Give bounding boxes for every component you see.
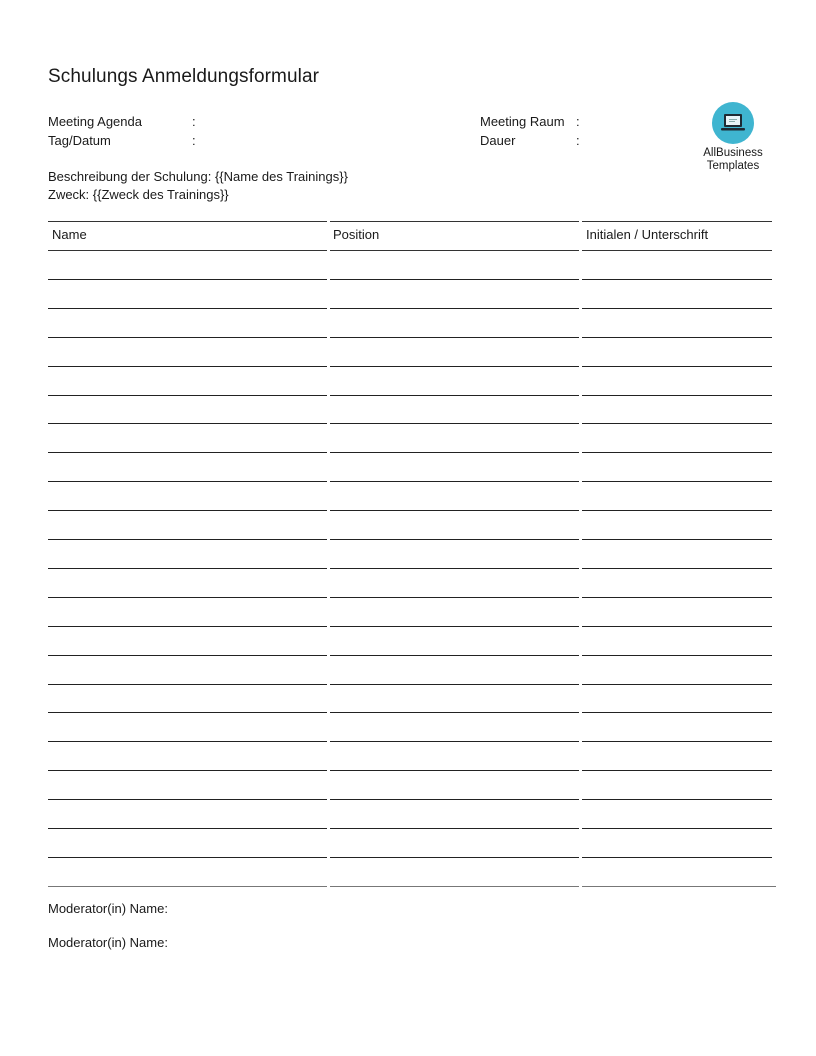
- table-row-line: [48, 857, 327, 858]
- table-row-line: [48, 308, 327, 309]
- table-row-line: [582, 539, 772, 540]
- training-description: Beschreibung der Schulung: {{Name des Trainings}}: [48, 169, 348, 184]
- column-header-position: Position: [333, 227, 380, 242]
- table-row-line: [48, 366, 327, 367]
- header-bottom-rule: [330, 250, 579, 251]
- table-top-rule: [330, 221, 579, 222]
- table-row-line: [582, 423, 772, 424]
- column-header-name: Name: [52, 227, 87, 242]
- logo-circle: [712, 102, 754, 144]
- table-row-line: [48, 770, 327, 771]
- table-row-line: [582, 886, 776, 887]
- logo-text-line1: AllBusiness: [703, 147, 763, 159]
- duration-colon: :: [576, 133, 580, 148]
- table-row-line: [48, 828, 327, 829]
- table-row-line: [582, 828, 772, 829]
- table-row-line: [48, 597, 327, 598]
- training-purpose: Zweck: {{Zweck des Trainings}}: [48, 187, 229, 202]
- duration-label: Dauer: [480, 133, 516, 148]
- laptop-icon: [712, 102, 754, 144]
- table-row-line: [48, 481, 327, 482]
- table-row-line: [582, 366, 772, 367]
- table-row-line: [48, 655, 327, 656]
- table-row-line: [330, 828, 579, 829]
- table-row-line: [582, 452, 772, 453]
- table-row-line: [582, 395, 772, 396]
- table-row-line: [582, 597, 772, 598]
- table-row-line: [48, 452, 327, 453]
- table-row-line: [582, 741, 772, 742]
- table-row-line: [48, 279, 327, 280]
- table-row-line: [582, 279, 772, 280]
- allbusiness-logo: [700, 102, 766, 173]
- table-row-line: [48, 684, 327, 685]
- table-row-line: [582, 510, 772, 511]
- table-row-line: [582, 626, 772, 627]
- table-row-line: [330, 452, 579, 453]
- table-row-line: [582, 684, 772, 685]
- logo-text-line2: Templates: [706, 160, 760, 172]
- table-row-line: [330, 395, 579, 396]
- table-row-line: [48, 568, 327, 569]
- table-row-line: [330, 886, 579, 887]
- table-row-line: [330, 481, 579, 482]
- table-row-line: [48, 539, 327, 540]
- date-label: Tag/Datum: [48, 133, 111, 148]
- document-title: Schulungs Anmeldungsformular: [48, 66, 320, 87]
- table-row-line: [330, 770, 579, 771]
- table-row-line: [582, 799, 772, 800]
- table-row-line: [48, 886, 327, 887]
- header-bottom-rule: [48, 250, 327, 251]
- table-row-line: [582, 308, 772, 309]
- table-row-line: [330, 741, 579, 742]
- meeting-agenda-label: Meeting Agenda: [48, 114, 142, 129]
- moderator-name-label-2: Moderator(in) Name:: [48, 935, 168, 950]
- table-row-line: [48, 337, 327, 338]
- table-row-line: [582, 857, 772, 858]
- table-top-rule: [582, 221, 772, 222]
- table-row-line: [330, 279, 579, 280]
- moderator-name-label-1: Moderator(in) Name:: [48, 901, 168, 916]
- table-row-line: [48, 626, 327, 627]
- meeting-agenda-colon: :: [192, 114, 196, 129]
- table-row-line: [330, 597, 579, 598]
- table-row-line: [48, 510, 327, 511]
- table-row-line: [330, 510, 579, 511]
- table-row-line: [330, 626, 579, 627]
- table-row-line: [48, 799, 327, 800]
- table-row-line: [330, 366, 579, 367]
- table-row-line: [48, 741, 327, 742]
- table-row-line: [582, 337, 772, 338]
- table-row-line: [582, 655, 772, 656]
- table-row-line: [330, 684, 579, 685]
- table-row-line: [48, 712, 327, 713]
- table-row-line: [330, 857, 579, 858]
- table-row-line: [330, 423, 579, 424]
- meeting-room-label: Meeting Raum: [480, 114, 565, 129]
- table-row-line: [582, 712, 772, 713]
- table-row-line: [330, 712, 579, 713]
- table-row-line: [48, 423, 327, 424]
- meeting-room-colon: :: [576, 114, 580, 129]
- table-row-line: [582, 568, 772, 569]
- table-row-line: [48, 395, 327, 396]
- header-bottom-rule: [582, 250, 772, 251]
- table-row-line: [330, 308, 579, 309]
- table-row-line: [330, 337, 579, 338]
- table-row-line: [330, 568, 579, 569]
- table-row-line: [582, 481, 772, 482]
- table-row-line: [582, 770, 772, 771]
- table-row-line: [330, 799, 579, 800]
- column-header-signature: Initialen / Unterschrift: [586, 227, 709, 242]
- table-row-line: [330, 655, 579, 656]
- table-row-line: [330, 539, 579, 540]
- table-top-rule: [48, 221, 327, 222]
- date-colon: :: [192, 133, 196, 148]
